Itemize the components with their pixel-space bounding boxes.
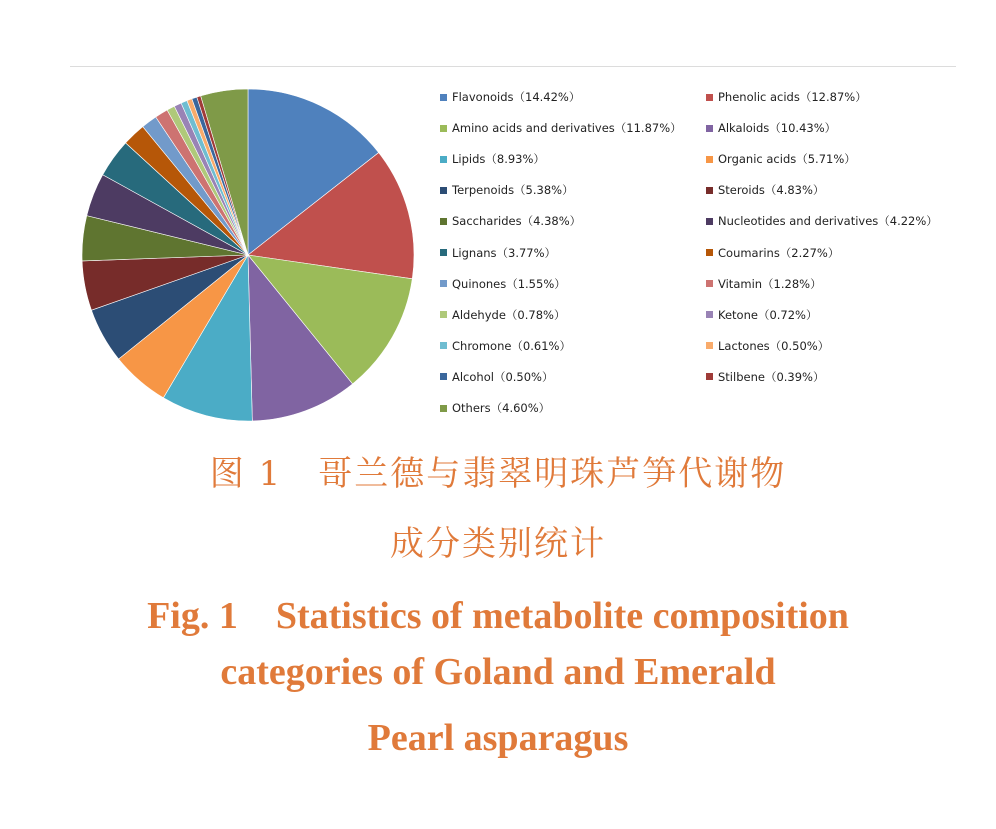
legend-label: Amino acids and derivatives（11.87%） bbox=[452, 121, 682, 136]
legend-item bbox=[440, 151, 545, 167]
legend-swatch bbox=[706, 311, 713, 318]
legend-label: Alkaloids（10.43%） bbox=[718, 121, 837, 136]
chart-frame bbox=[70, 66, 956, 425]
legend-swatch bbox=[440, 249, 447, 256]
legend-label: Others（4.60%） bbox=[452, 401, 551, 415]
legend-swatch bbox=[706, 218, 713, 225]
legend-item bbox=[706, 245, 839, 261]
legend-item bbox=[440, 182, 574, 198]
legend-label: Coumarins（2.27%） bbox=[718, 245, 840, 260]
legend-swatch bbox=[440, 187, 447, 194]
legend-item bbox=[706, 307, 818, 323]
legend-swatch bbox=[440, 311, 447, 318]
legend-label: Alcohol（0.50%） bbox=[452, 369, 554, 384]
legend-item bbox=[706, 89, 867, 105]
legend-item bbox=[706, 151, 856, 167]
legend-label: Organic acids（5.71%） bbox=[718, 152, 856, 167]
legend-swatch bbox=[440, 94, 447, 101]
legend-label: Nucleotides and derivatives（4.22%） bbox=[718, 214, 938, 229]
legend-label: Aldehyde（0.78%） bbox=[452, 307, 566, 322]
caption-english-line-1: Fig. 1 Statistics of metabolite composition bbox=[147, 595, 849, 637]
legend-swatch bbox=[706, 249, 713, 256]
legend-swatch bbox=[706, 187, 713, 194]
legend-label: Chromone（0.61%） bbox=[452, 338, 571, 353]
legend-label: Terpenoids（5.38%） bbox=[452, 183, 574, 198]
legend-item bbox=[440, 120, 682, 136]
legend-swatch bbox=[440, 280, 447, 287]
legend-item bbox=[440, 213, 581, 229]
legend-label: Phenolic acids（12.87%） bbox=[718, 90, 867, 104]
legend-swatch bbox=[706, 342, 713, 349]
legend-swatch bbox=[440, 125, 447, 132]
legend-item bbox=[440, 307, 565, 323]
legend-item bbox=[706, 276, 822, 292]
caption-chinese-line-2: 成分类别统计 bbox=[390, 524, 606, 564]
legend-swatch bbox=[706, 373, 713, 380]
legend-swatch bbox=[706, 280, 713, 287]
legend-swatch bbox=[706, 94, 713, 101]
caption-english-line-3: Pearl asparagus bbox=[367, 717, 629, 759]
caption-chinese-line-1: 图 1 哥兰德与翡翠明珠芦笋代谢物 bbox=[209, 454, 787, 494]
legend-item bbox=[440, 89, 580, 105]
legend-item bbox=[440, 276, 566, 292]
legend-label: Lactones（0.50%） bbox=[718, 338, 830, 353]
legend-swatch bbox=[440, 405, 447, 412]
legend-label: Ketone（0.72%） bbox=[718, 307, 818, 322]
legend-item bbox=[706, 338, 829, 354]
legend-item bbox=[706, 182, 824, 198]
legend-item bbox=[440, 369, 553, 385]
legend-swatch bbox=[440, 156, 447, 163]
legend-item bbox=[706, 213, 938, 229]
pie-chart bbox=[70, 67, 440, 425]
legend-label: Saccharides（4.38%） bbox=[452, 214, 582, 229]
legend-swatch bbox=[440, 373, 447, 380]
legend-item bbox=[440, 400, 550, 416]
legend-swatch bbox=[706, 125, 713, 132]
legend-swatch bbox=[706, 156, 713, 163]
legend-label: Stilbene（0.39%） bbox=[718, 369, 825, 384]
legend-swatch bbox=[440, 218, 447, 225]
legend-label: Lignans（3.77%） bbox=[452, 245, 557, 260]
legend-item bbox=[706, 120, 836, 136]
legend-item bbox=[440, 338, 571, 354]
legend-label: Flavonoids（14.42%） bbox=[452, 90, 581, 104]
legend-swatch bbox=[440, 342, 447, 349]
caption-english-line-2: categories of Goland and Emerald bbox=[220, 651, 776, 693]
legend-label: Quinones（1.55%） bbox=[452, 276, 566, 291]
legend-label: Lipids（8.93%） bbox=[452, 152, 545, 167]
legend-label: Vitamin（1.28%） bbox=[718, 276, 822, 291]
legend-item bbox=[440, 245, 556, 261]
legend-item bbox=[706, 369, 824, 385]
legend-label: Steroids（4.83%） bbox=[718, 183, 825, 198]
